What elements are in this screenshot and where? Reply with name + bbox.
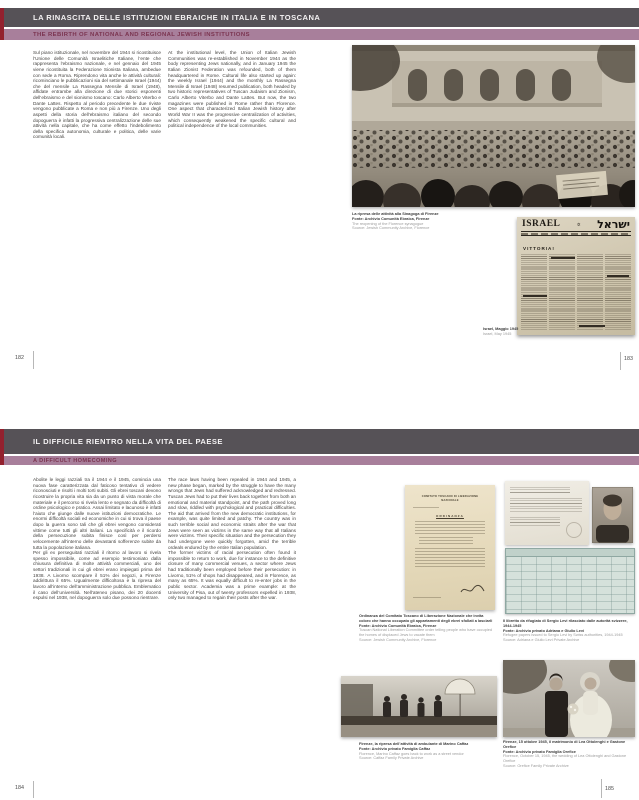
- section-header-italian: [4, 8, 639, 27]
- caption-text-english: Israel, May 1945: [483, 331, 512, 336]
- caption-text-english: Tuscan National Liberation Committee order telling people who have occupied the homes of displaced Jews to vacate them: [359, 628, 492, 638]
- caption-fonte: Fonte: Archivio Comunità Ebraica, Firenze: [359, 623, 437, 628]
- synagogue-caption: [352, 212, 512, 231]
- section-subtitle-english: A DIFFICULT HOMECOMING: [33, 457, 117, 464]
- synagogue-photo-graphic: [352, 45, 635, 207]
- section-title-italian: IL DIFFICILE RIENTRO NELLA VITA DEL PAESE: [33, 437, 223, 446]
- page-number-divider: [601, 779, 602, 798]
- caption-source: Source: Adriana e Giulio Levi Private Archive: [503, 638, 580, 643]
- newspaper-column: [521, 254, 547, 330]
- caption-fonte: Fonte: Archivio privato Famiglia Orefice: [503, 749, 576, 754]
- caption-source: Source: Orefice Family Private Archive: [503, 763, 569, 768]
- body-text-italian: [33, 50, 161, 140]
- document-line: [413, 507, 439, 510]
- document-subtitle: ORDINANZA: [436, 514, 464, 518]
- caption-source: Source: Jewish Community Archive, Florence: [352, 226, 430, 231]
- section-subtitle-english: THE REBIRTH OF NATIONAL AND REGIONAL JEWISH INSTITUTIONS: [33, 31, 250, 38]
- caption-text-italian: Firenze, 15 ottobre 1945, il matrimonio di Lea Ottolenghi e Gastone Orefice: [503, 740, 626, 749]
- refugee-booklet-page: [505, 481, 589, 545]
- street-vendor-photo: [341, 676, 497, 737]
- document-line: [415, 548, 485, 567]
- ledger-table: [505, 548, 635, 614]
- section-header-english: [4, 456, 639, 465]
- caption-fonte: Fonte: Archivio Comunità Ebraica, Firenze: [352, 216, 430, 221]
- newspaper-masthead-row: [521, 220, 631, 232]
- ordinance-caption: [359, 614, 496, 643]
- synagogue-photo: [352, 45, 635, 207]
- document-date-line: [413, 597, 441, 600]
- newspaper-headline: VITTORIA!: [523, 246, 555, 251]
- caption-text-italian: Ordinanza del Comitato Toscano di Liberazione Nazionale che invita coloro che hanno occupato gli appartamenti degli ebrei sfollati a lasciarli: [359, 614, 493, 623]
- section-header-italian: [4, 429, 639, 454]
- star-of-david-icon: ✡: [576, 221, 581, 227]
- paragraph: At the institutional level, the Union of Italian Jewish Communities was re-established in November 1944 as the body representing Jews nationally, and in January 1945 the Italian Zionist Federation was refounded, both of them headquartered in Rome. Cultural life also started up again: the weekly Israel (1944) and the monthly La Rassegna Mensile di Israel (1948) resumed publication, both headed by two historic representatives of Tuscan Judaism and Zionism, Carlo Alberto Viterbo and Dante Lattes. But now, the two magazines were published in Rome rather than Florence. One aspect that characterized Italian Jewish history after World War II was the progressive centralization of activities, which consequently weakened the specific cultural and political independence of the local communities.: [168, 50, 296, 129]
- caption-text-english: Refugee papers issued to Sergio Levi by Swiss authorities, 1944-1945: [503, 633, 623, 638]
- israel-newspaper-image: [517, 217, 635, 335]
- wedding-photo-graphic: [503, 660, 635, 737]
- caption-text-italian: Israel, Maggio 1945: [483, 327, 519, 331]
- newspaper-subhead-bar: [579, 325, 605, 327]
- paragraph: Abolite le leggi razziali tra il 1944 e il 1945, comincia una nuova fase caratterizzata dal faticoso tentativo di vedere riconosciuti e risolti i molti torti subiti. Gli ebrei toscani devono ricostruire la propria vita sia da un punto di vista morale che materiale e il percorso si rivela lento e segnato da difficoltà di ordine psicologico e pratico. Assai limitato e lacunoso è infatti l’aiuto che giunge dalle nuove istituzioni democratiche. Le enormi difficoltà sociali ed economiche in cui si trova il paese dopo la guerra sono tali che gli ebrei vengono considerati vittime come tutti gli altri italiani. La specificità e il ricordo della persecuzione subita finisce così per perdersi velocemente all’interno delle devastanti sofferenze subite da tutta la popolazione italiana.: [33, 477, 161, 550]
- caption-text-english: Florence, Marino Caffaz goes back to work as a street vendor: [359, 751, 464, 756]
- booklet-caption: [503, 619, 635, 643]
- id-portrait-graphic: [592, 487, 633, 543]
- wedding-photo: [503, 660, 635, 737]
- page-number-left: 182: [15, 355, 24, 361]
- stamp-circle: [566, 522, 582, 538]
- caption-source: Source: Caffaz Family Private Archive: [359, 756, 424, 761]
- caption-text-english: The reopening of the Florence synagogue: [352, 221, 424, 226]
- page-number-right: 183: [624, 356, 633, 362]
- newspaper-columns: [521, 254, 631, 330]
- page-number-divider: [620, 352, 621, 370]
- body-text-italian: [33, 477, 161, 601]
- signature-graphic: [459, 583, 485, 596]
- paragraph: Per gli ex perseguitati razziali il ritorno al lavoro si rivela spesso impossibile, come ad esempio testimoniato dalla chiusura definitiva di molte attività commerciali, uno dei settori tradizionali in cui gli ebrei erano impiegati prima del 1938. A Livorno scompare il 51% dei negozi, a Firenze addirittura il 65%. Ugualmente difficoltosa è la ripresa del lavoro all’interno dell’amministrazione pubblica. Emblematico il caso dell’università. Nell’ateneo pisano, dei 20 docenti espulsi nel 1938, nel dopoguerra solo due possono rientrare.: [33, 550, 161, 601]
- id-portrait-photo: [592, 487, 633, 543]
- newspaper-column: [549, 254, 575, 330]
- page-number-left: 184: [15, 785, 24, 791]
- document-line: [415, 521, 485, 534]
- page-number-right: 185: [605, 786, 614, 792]
- caption-text-italian: Il libretto da rifugiato di Sergio Levi rilasciato dalle autorità svizzere, 1944-1945: [503, 619, 628, 628]
- street-vendor-caption: [359, 742, 496, 761]
- caption-fonte: Fonte: Archivio privato Famiglia Caffaz: [359, 746, 431, 751]
- body-text-english: [168, 477, 296, 601]
- document-line: [510, 517, 560, 526]
- document-line: [419, 537, 473, 545]
- newspaper-dateline: [521, 233, 631, 237]
- newspaper-subhead-bar: [607, 275, 629, 277]
- street-vendor-graphic: [341, 676, 497, 737]
- page-number-divider: [33, 351, 34, 369]
- document-title: COMITATO TOSCANO DI LIBERAZIONE NAZIONALE: [421, 495, 479, 502]
- newspaper-column: [605, 254, 631, 330]
- newspaper-masthead: ISRAEL: [522, 219, 561, 230]
- newspaper-masthead-hebrew: ישראל: [597, 218, 630, 231]
- caption-text-english: Florence, October 15, 1945, the wedding of Lea Ottolenghi and Gastone Orefice: [503, 754, 627, 764]
- paragraph: The former victims of racial persecution often found it impossible to return to work, due for instance to the definitive closure of many commercial venues, a sector where Jews had traditionally been employed before their persecution: in Livorno, 51% of shops had disappeared, and in Florence, as many as 65%. It was equally difficult to re-enter jobs in the public sector. Academia was a prime example: at the University of Pisa, out of twenty professors expelled in 1938, only two managed to regain their posts after the war.: [168, 550, 296, 601]
- document-line: [510, 487, 570, 493]
- page-number-divider: [33, 781, 34, 798]
- section-title-italian: LA RINASCITA DELLE ISTITUZIONI EBRAICHE IN ITALIA E IN TOSCANA: [33, 13, 321, 22]
- section-header-english: [4, 29, 639, 40]
- caption-text-italian: Firenze, la ripresa dell’attività di ambulante di Marino Caffaz: [359, 742, 469, 746]
- newspaper-subhead-bar: [523, 295, 547, 297]
- ledger-header-row: [506, 549, 634, 557]
- paragraph: Sul piano istituzionale, nel novembre del 1944 si ricostituisce l’Unione delle Comunità Israelitiche Italiane, l’ente che rappresenta l’ebraismo nazionale, e nel gennaio del 1945 viene ricostituita la Federazione Sionista Italiana, ambedue con sede a Roma. Riprendono vita anche le attività culturali: ricominciano le pubblicazioni sia del settimanale Israel (1944) che del mensile La Rassegna Mensile di Israel (1948), affidate entrambe alla direzione di due storici esponenti dell’ebraismo e del sionismo toscano: Carlo Alberto Viterbo e Dante Lattes. Rispetto al periodo precedente le due riviste vengono pubblicate a Roma e non più a Firenze. Uno degli aspetti della storia dell’ebraismo italiano del secondo dopoguerra è infatti la progressiva centralizzazione delle sue attività nella capitale, che ha come effetto l’indebolimento della specifica autonomia, culturale e politica, delle varie comunità locali.: [33, 50, 161, 140]
- caption-fonte: Fonte: Archivio privato Adriana e Giulio Levi: [503, 628, 585, 633]
- body-text-english: [168, 50, 296, 129]
- caption-source: Source: Jewish Community Archive, Florence: [359, 637, 437, 642]
- paragraph: The race laws having been repealed in 1944 and 1945, a new phase began, marked by the struggle to have the many wrongs that Jews had suffered acknowledged and redressed. Tuscan Jews had to put their lives back together from both an emotional and material standpoint, and the path proved long and slow, riddled with psychological and practical difficulties. The aid that arrived from the new democratic institutions, for example, was quite limited and patchy. The country was in such terrible social and economic straits after the war that Jews were seen as victims in the same way that all Italians were victims. Their specific situation and the persecution they had undergone were quickly forgotten, amid the terrible ordeals endured by the entire Italian population.: [168, 477, 296, 550]
- newspaper-column: [577, 254, 603, 330]
- wedding-caption: [503, 740, 635, 769]
- ordinance-document: [405, 485, 495, 610]
- newspaper-subhead-bar: [551, 257, 575, 259]
- newspaper-caption: [483, 327, 543, 337]
- caption-text-italian: La ripresa delle attività alla Sinagoga di Firenze: [352, 212, 439, 216]
- document-line: [510, 498, 582, 512]
